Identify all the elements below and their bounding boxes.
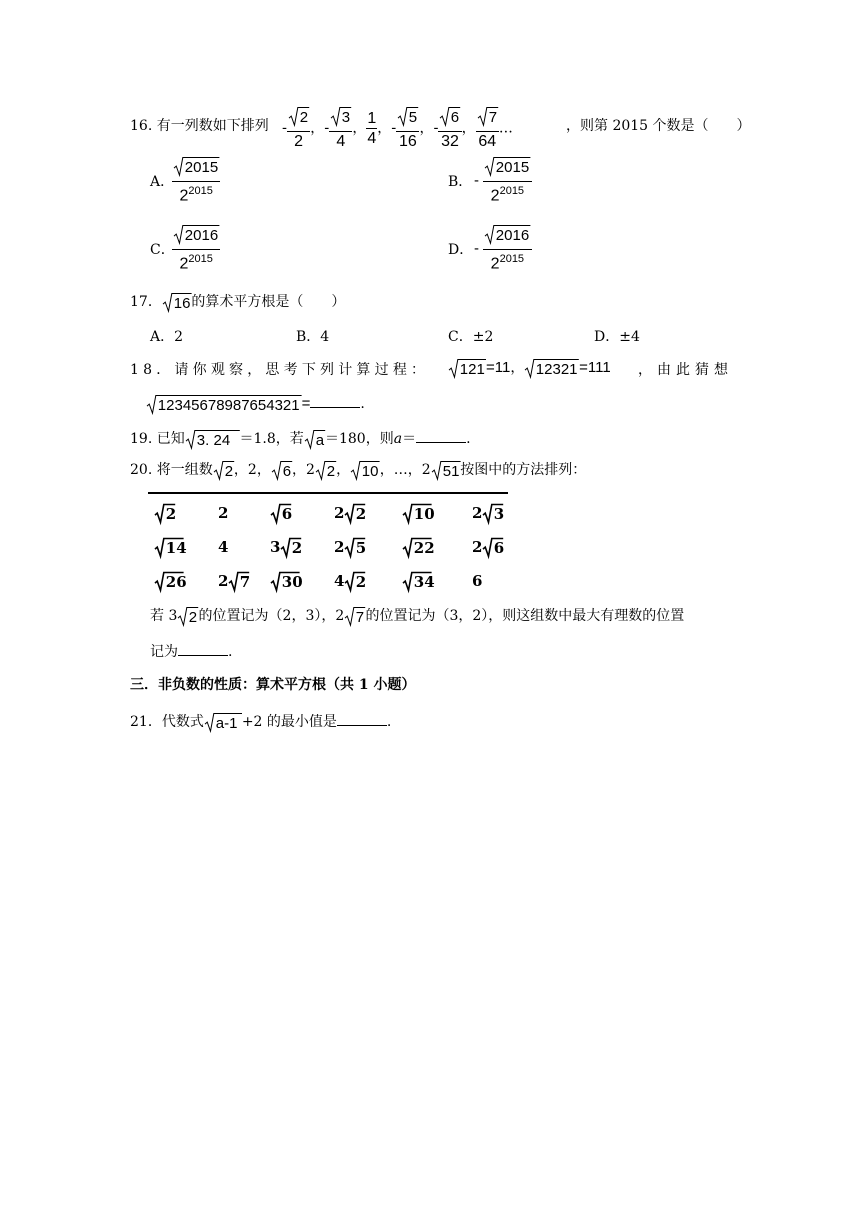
q18-stem: 请你观察，思考下列计算过程： bbox=[174, 362, 430, 378]
svg-text:5: 5 bbox=[409, 109, 418, 127]
svg-text:2016: 2016 bbox=[184, 227, 219, 245]
q18-radical-12321 bbox=[524, 358, 579, 378]
svg-text:2: 2 bbox=[299, 109, 309, 127]
q16-sequence-term: $\frac{1}{4}$ bbox=[367, 110, 377, 148]
table-cell: 3 2 bbox=[270, 538, 303, 557]
svg-text:2: 2 bbox=[356, 504, 367, 523]
q18-line2: 12345678987654321 = . bbox=[146, 393, 365, 414]
q21-line: 21．代数式 a-1 +2 的最小值是 . bbox=[130, 711, 391, 732]
q16-option-d-label: D． bbox=[448, 242, 474, 258]
q17-option-d: D．±4 bbox=[594, 329, 640, 345]
q19-line: 19. 已知 3. 24 ＝1.8，若 a ＝180，则a＝ . bbox=[130, 428, 471, 449]
svg-text:2: 2 bbox=[326, 463, 336, 481]
q19-radical-a bbox=[304, 429, 325, 449]
q20-list-radical bbox=[271, 460, 292, 480]
q16-stem-suffix: ，则第 2015 个数是（ ） bbox=[566, 118, 751, 134]
table-cell: 2 bbox=[218, 504, 229, 522]
q20-list-radical bbox=[350, 460, 380, 480]
q17-stem: 的算术平方根是（ ） bbox=[191, 294, 346, 311]
q16-sequence-term: - $\frac{3}{4}$ bbox=[324, 106, 352, 151]
svg-text:51: 51 bbox=[442, 463, 460, 481]
svg-text:2: 2 bbox=[356, 572, 367, 591]
q16-option-c-label: C． bbox=[150, 242, 175, 258]
q16-sequence: - $\frac{2}{2}$ ，- $\frac{3}{4}$ ， $\frac{1}{4}$ ，- $\frac{5}{16}$ ，- $\frac{6}{32}$ ， $\frac{7}{64}$ … bbox=[282, 106, 513, 151]
q21-number: 21． bbox=[130, 714, 162, 730]
svg-text:30: 30 bbox=[281, 572, 303, 591]
q16-sequence-term: $\frac{7}{64}$ bbox=[476, 106, 499, 151]
q20-list-radical bbox=[431, 460, 461, 480]
q20-line3: 记为 . bbox=[150, 641, 232, 662]
svg-text:6: 6 bbox=[451, 109, 460, 127]
table-cell: 2 3 bbox=[472, 504, 505, 523]
table-cell: 4 bbox=[218, 538, 229, 556]
q16-stem-prefix: 有一列数如下排列 bbox=[156, 118, 269, 134]
svg-text:2: 2 bbox=[189, 609, 198, 627]
q20-line1: 20. 将一组数 2 ，2， 6 ，2 2 ， 10 ，…，2 51 按图中的方法排列： bbox=[130, 460, 586, 480]
svg-text:12321: 12321 bbox=[536, 361, 578, 379]
svg-text:121: 121 bbox=[459, 361, 485, 379]
q21-radical bbox=[204, 712, 242, 732]
q17-number: 17． bbox=[130, 294, 162, 311]
q20-number: 20. bbox=[130, 462, 153, 479]
table-cell bbox=[402, 502, 435, 523]
q18-radical-long bbox=[146, 394, 302, 414]
svg-text:34: 34 bbox=[413, 572, 435, 591]
table-cell bbox=[154, 502, 175, 523]
q20-line2: 若 3 2 的位置记为（2，3），2 7 的位置记为（3，2），则这组数中最大有理数的位置 bbox=[150, 606, 684, 626]
q19-number: 19. bbox=[130, 431, 153, 447]
q18-examples: 121 =11， 12321 =111 bbox=[448, 358, 611, 378]
svg-text:3: 3 bbox=[494, 504, 505, 523]
q18-blank[interactable] bbox=[310, 393, 360, 408]
svg-text:6: 6 bbox=[282, 463, 291, 481]
q16-option-c: $\frac{2016}{2^{2015}}$ bbox=[172, 224, 220, 274]
svg-text:7: 7 bbox=[240, 572, 251, 591]
table-cell: 2 2 bbox=[334, 504, 367, 523]
q20-list-radical bbox=[213, 460, 234, 480]
svg-text:10: 10 bbox=[361, 463, 379, 481]
q18-line1 bbox=[130, 360, 429, 380]
svg-text:2: 2 bbox=[292, 538, 303, 557]
svg-text:2016: 2016 bbox=[495, 227, 530, 245]
svg-text:6: 6 bbox=[281, 504, 293, 523]
svg-text:3. 24: 3. 24 bbox=[196, 431, 230, 449]
svg-text:2015: 2015 bbox=[495, 159, 530, 177]
q19-blank[interactable] bbox=[416, 428, 466, 443]
q16-option-d: - $\frac{2016}{2^{2015}}$ bbox=[474, 224, 532, 274]
q21-blank[interactable] bbox=[337, 711, 387, 726]
q17-radical bbox=[162, 292, 192, 312]
svg-text:22: 22 bbox=[413, 538, 435, 557]
q20-blank[interactable] bbox=[178, 641, 228, 656]
table-cell bbox=[270, 502, 291, 523]
q16-option-a-label: A． bbox=[150, 174, 175, 190]
table-cell: 2 7 bbox=[218, 572, 251, 591]
svg-text:a-1: a-1 bbox=[215, 714, 238, 732]
q17-option-b: B．4 bbox=[296, 329, 330, 345]
q16-number: 16. bbox=[130, 118, 153, 134]
svg-text:2015: 2015 bbox=[184, 159, 219, 177]
svg-text:10: 10 bbox=[413, 504, 435, 523]
svg-text:5: 5 bbox=[356, 538, 367, 557]
q16-line bbox=[130, 116, 269, 136]
table-cell bbox=[402, 536, 435, 557]
table-cell bbox=[154, 570, 187, 591]
table-cell bbox=[154, 536, 187, 557]
q17-line bbox=[130, 292, 345, 312]
table-cell: 2 6 bbox=[472, 538, 505, 557]
q20-number-table bbox=[148, 492, 508, 592]
q16-option-a: $\frac{2015}{2^{2015}}$ bbox=[172, 156, 220, 206]
table-cell bbox=[402, 570, 435, 591]
table-cell: 2 5 bbox=[334, 538, 367, 557]
q17-option-a: A．2 bbox=[150, 329, 184, 345]
table-cell bbox=[270, 570, 303, 591]
q20-radical-2 bbox=[177, 606, 198, 626]
svg-text:a: a bbox=[315, 431, 324, 449]
section-3-title: 三．非负数的性质：算术平方根（共 1 小题） bbox=[130, 677, 416, 693]
svg-text:3: 3 bbox=[341, 109, 351, 127]
q16-sequence-term: - $\frac{5}{16}$ bbox=[391, 106, 419, 151]
svg-text:7: 7 bbox=[488, 109, 497, 127]
q17-option-c: C．±2 bbox=[448, 329, 494, 345]
svg-text:14: 14 bbox=[165, 538, 187, 557]
table-cell: 6 bbox=[472, 572, 483, 590]
q16-option-b-label: B． bbox=[448, 174, 473, 190]
q18-radical-121 bbox=[448, 358, 486, 378]
svg-text:7: 7 bbox=[356, 609, 365, 627]
q20-list-radical bbox=[315, 460, 336, 480]
svg-text:26: 26 bbox=[165, 572, 187, 591]
svg-text:6: 6 bbox=[494, 538, 505, 557]
svg-text:2: 2 bbox=[165, 504, 177, 523]
q16-option-b: - $\frac{2015}{2^{2015}}$ bbox=[474, 156, 532, 206]
q20-radical-7 bbox=[344, 606, 365, 626]
q18-number: 18． bbox=[130, 362, 175, 378]
q18-tail: ，由此猜想 bbox=[638, 362, 733, 378]
svg-text:16: 16 bbox=[173, 295, 191, 313]
table-cell: 4 2 bbox=[334, 572, 367, 591]
q19-radical-324 bbox=[185, 429, 240, 449]
svg-text:12345678987654321: 12345678987654321 bbox=[157, 396, 300, 414]
q16-sequence-term: - $\frac{2}{2}$ bbox=[282, 106, 310, 151]
q16-sequence-term: - $\frac{6}{32}$ bbox=[433, 106, 461, 151]
svg-text:2: 2 bbox=[224, 463, 233, 481]
